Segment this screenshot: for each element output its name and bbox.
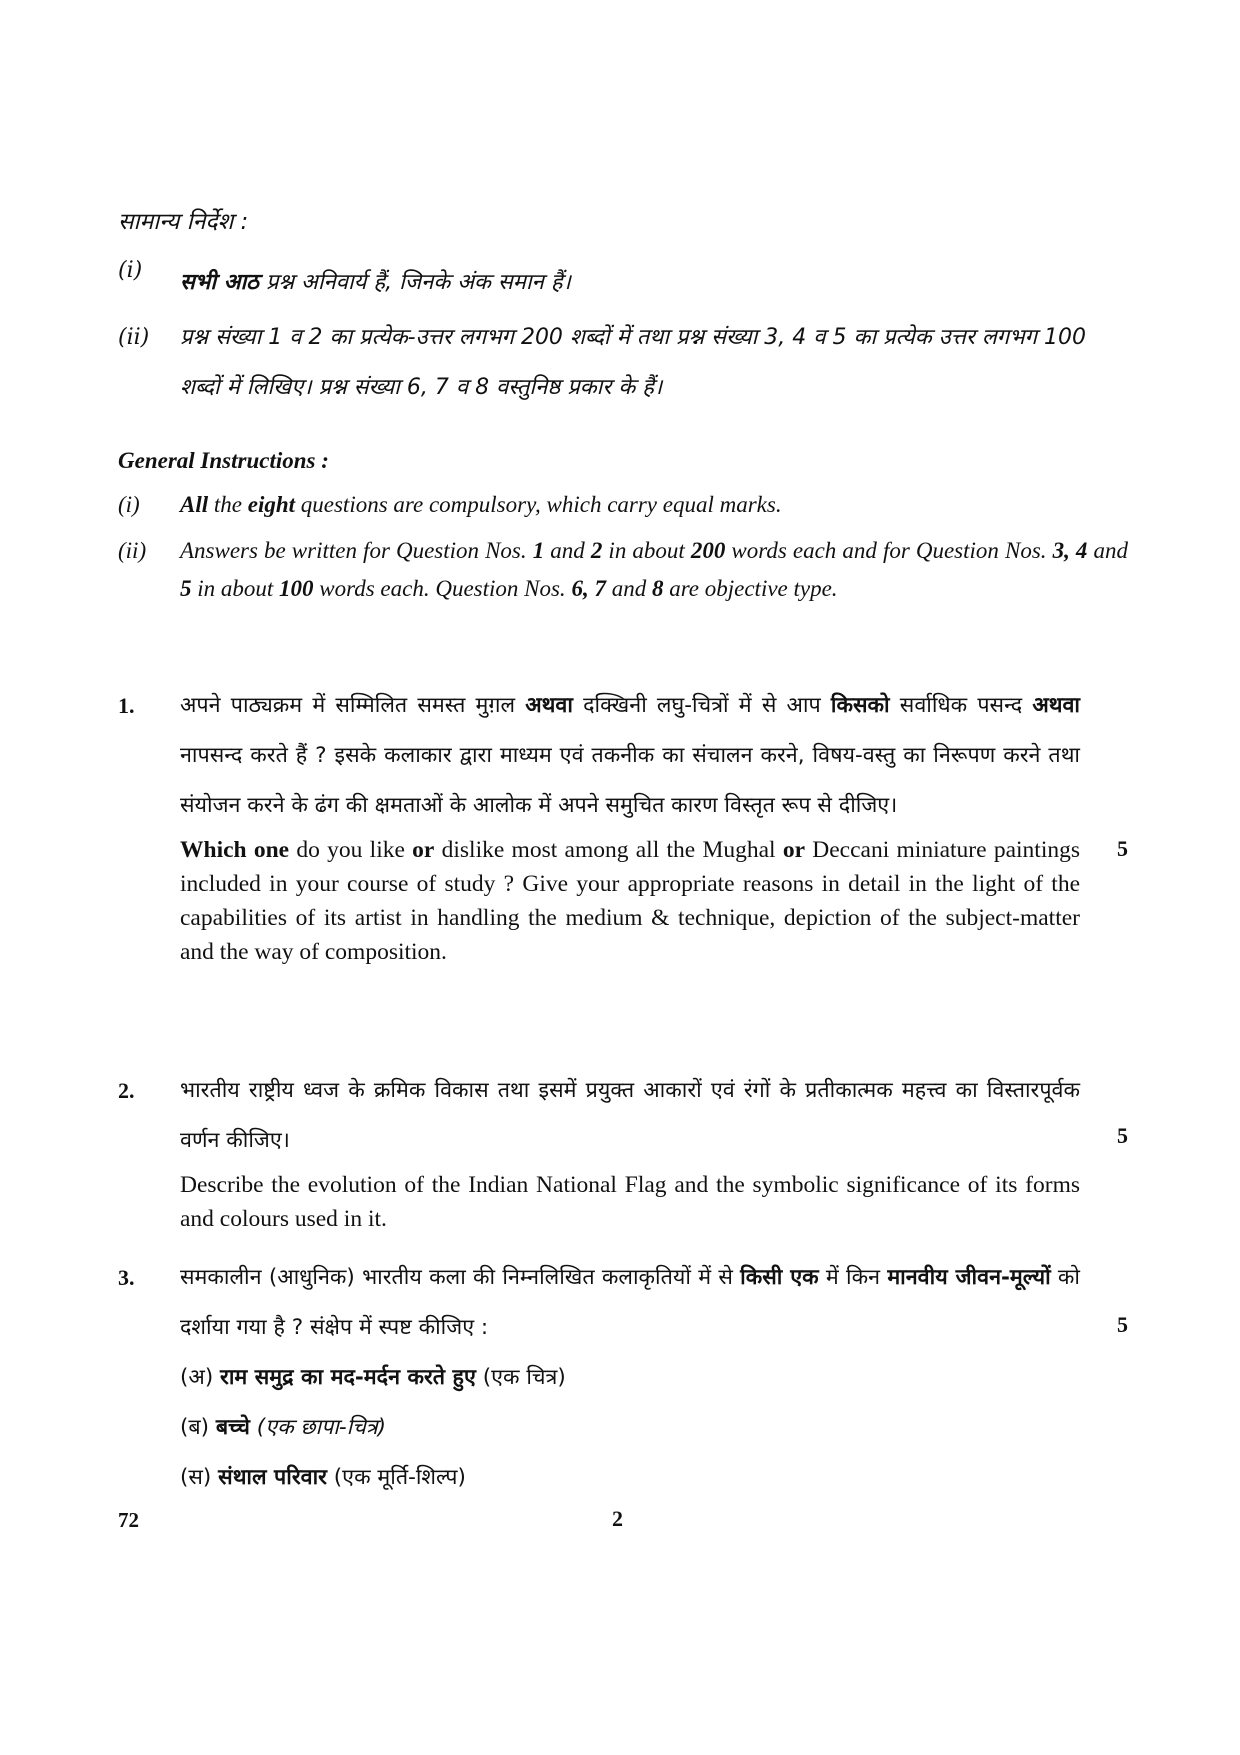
- option-label: (ब): [180, 1415, 210, 1440]
- question-number: 3.: [118, 1265, 135, 1290]
- instruction-number: (ii): [118, 325, 150, 350]
- bold-text: 200: [690, 538, 726, 563]
- option-note: (एक चित्र): [475, 1365, 566, 1390]
- question-3: [118, 1253, 1128, 1503]
- instruction-text: प्रश्न अनिवार्य हैं, जिनके अंक समान हैं।: [258, 270, 571, 295]
- question-2: [118, 1066, 1128, 1236]
- text: Deccani miniature paintings included in your course of study ? Give your appropriate reasons in detail in the light of the capabilities of its artist in handling the medium & technique, depiction of the subject-matter and the way of composition.: [180, 837, 1080, 965]
- hindi-instruction-i: [118, 258, 1128, 308]
- text: do you like: [289, 837, 413, 863]
- english-instructions-heading: General Instructions :: [118, 448, 329, 473]
- option-a: [180, 1353, 1128, 1403]
- option-title: संथाल परिवार: [218, 1465, 327, 1490]
- bold-text: 5: [180, 576, 192, 601]
- option-title: राम समुद्र का मद-मर्दन करते हुए: [220, 1365, 476, 1390]
- bold-text: 3, 4: [1052, 538, 1088, 563]
- option-label: (स): [180, 1465, 212, 1490]
- text: सर्वाधिक पसन्द: [889, 693, 1033, 718]
- instruction-number: (i): [118, 492, 140, 517]
- text: अपने पाठ्यक्रम में सम्मिलित समस्त मुग़ल: [180, 693, 526, 718]
- instruction-text: and: [605, 576, 652, 601]
- bold-text: 2: [590, 538, 603, 563]
- option-c: [180, 1453, 1128, 1503]
- english-instruction-i: [118, 486, 1128, 524]
- instruction-number: (i): [118, 258, 143, 283]
- instruction-text: in about: [602, 538, 691, 563]
- instruction-number: (ii): [118, 538, 147, 563]
- option-label: (अ): [180, 1365, 214, 1390]
- hindi-instruction-ii: [118, 313, 1128, 413]
- question-number: 1.: [118, 693, 135, 718]
- page-number: 2: [612, 1506, 623, 1531]
- bold-text: अथवा: [525, 693, 573, 718]
- bold-text: Which one: [180, 837, 290, 863]
- bold-text: or: [412, 837, 435, 863]
- bold-text: 6, 7: [571, 576, 606, 601]
- text: दक्खिनी लघु-चित्रों में से आप: [572, 693, 831, 718]
- instruction-text: are objective type.: [663, 576, 838, 601]
- option-note: (एक छापा-चित्र): [249, 1415, 387, 1440]
- instruction-text: the: [208, 492, 248, 517]
- question-hindi-text: भारतीय राष्ट्रीय ध्वज के क्रमिक विकास तथा इसमें प्रयुक्त आकारों एवं रंगों के प्रतीकात्मक महत्त्व का विस्तारपूर्वक वर्णन कीजिए।: [180, 1078, 1080, 1153]
- bold-text: किसी एक: [740, 1265, 819, 1290]
- bold-text: eight: [247, 492, 296, 517]
- question-hindi-text: [180, 1253, 1128, 1353]
- instruction-text: Answers be written for Question Nos.: [180, 538, 533, 563]
- bold-text: सभी आठ: [180, 270, 259, 295]
- question-english-text: Describe the evolution of the Indian National Flag and the symbolic significance of its forms and colours used in it.: [180, 1172, 1080, 1232]
- instruction-text: words each and for Question Nos.: [725, 538, 1053, 563]
- bold-text: All: [180, 492, 209, 517]
- text: समकालीन (आधुनिक) भारतीय कला की निम्नलिखित कलाकृतियों में से: [180, 1265, 741, 1290]
- instruction-text: and: [1087, 538, 1129, 563]
- bold-text: मानवीय जीवन-मूल्यों: [887, 1265, 1051, 1290]
- instruction-text: words each. Question Nos.: [313, 576, 572, 601]
- option-note: (एक मूर्ति-शिल्प): [326, 1465, 466, 1490]
- question-number: 2.: [118, 1078, 135, 1103]
- english-instruction-ii: [118, 532, 1128, 608]
- hindi-instructions-heading: सामान्य निर्देश :: [118, 209, 249, 235]
- question-1: [118, 681, 1128, 969]
- instruction-text: questions are compulsory, which carry equal marks.: [295, 492, 782, 517]
- bold-text: 100: [279, 576, 314, 601]
- bold-text: or: [782, 837, 806, 863]
- bold-text: किसको: [830, 693, 890, 718]
- instruction-text: in about: [191, 576, 280, 601]
- text: में किन: [818, 1265, 888, 1290]
- text: नापसन्द करते हैं ? इसके कलाकार द्वारा माध्यम एवं तकनीक का संचालन करने, विषय-वस्तु का निरूपण करने तथा संयोजन करने के ढंग की क्षमताओं के आलोक में अपने समुचित कारण विस्तृत रूप से दीजिए।: [180, 743, 1080, 818]
- bold-text: अथवा: [1032, 693, 1080, 718]
- text: dislike most among all the Mughal: [434, 837, 783, 863]
- question-hindi-text: [180, 681, 1128, 831]
- instruction-text: and: [544, 538, 591, 563]
- instruction-text: प्रश्न संख्या 1 व 2 का प्रत्येक-उत्तर लगभग 200 शब्दों में तथा प्रश्न संख्या 3, 4 व 5 का प्रत्येक उत्तर लगभग 100 शब्दों में लिखिए। प्रश्न संख्या 6, 7 व 8 वस्तुनिष्ठ प्रकार के हैं।: [180, 325, 1086, 400]
- option-title: बच्चे: [215, 1415, 250, 1440]
- question-marks: 5: [1117, 1312, 1128, 1337]
- question-marks: 5: [1117, 1123, 1128, 1148]
- text: को दर्शाया गया है ? संक्षेप में स्पष्ट कीजिए :: [180, 1265, 1081, 1340]
- option-b: [180, 1403, 1128, 1453]
- bold-text: 8: [651, 576, 664, 601]
- question-english-text: [180, 833, 1128, 969]
- bold-text: 1: [532, 538, 545, 563]
- question-marks: 5: [1117, 836, 1128, 861]
- paper-code: 72: [118, 1508, 139, 1532]
